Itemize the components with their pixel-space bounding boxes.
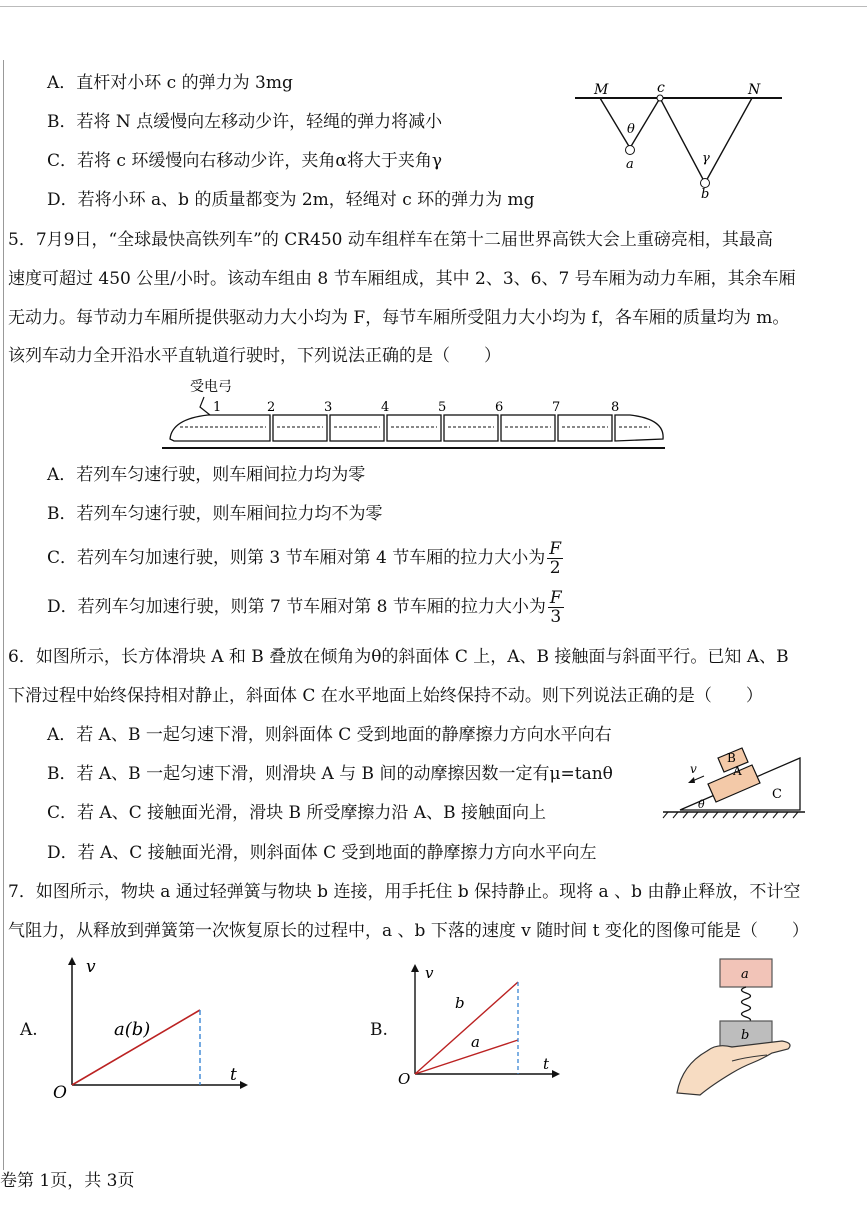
q5-option-c-text: C．若列车匀加速行驶，则第 3 节车厢对第 4 节车厢的拉力大小为: [47, 548, 546, 568]
q4-option-b: B．若将 N 点缓慢向左移动少许，轻绳的弹力将减小: [47, 112, 443, 132]
axis-v-label: v: [86, 957, 96, 977]
car-7-number: 7: [552, 400, 561, 415]
q5-option-d: [47, 589, 564, 626]
label-b: b: [701, 187, 710, 200]
label-M: M: [594, 82, 609, 98]
q5-option-d-text: D．若列车匀加速行驶，则第 7 节车厢对第 8 节车厢的拉力大小为: [47, 597, 546, 617]
fraction-f-over-2: $\frac{F}{2}$: [549, 539, 562, 578]
car-3-number: 3: [324, 400, 333, 415]
q6-option-c: C．若 A、C 接触面光滑，滑块 B 所受摩擦力沿 A、B 接触面向上: [47, 803, 546, 823]
line-b-label: b: [455, 994, 465, 1012]
car-6-number: 6: [495, 400, 504, 415]
label-a: a: [626, 157, 634, 172]
q5-option-b: B．若列车匀速行驶，则车厢间拉力均不为零: [47, 504, 383, 524]
block-B-label: B: [727, 751, 736, 765]
q6-option-a: A．若 A、B 一起匀速下滑，则斜面体 C 受到地面的静摩擦力方向水平向右: [47, 725, 612, 745]
q5-stem-line1: 5．7月9日，“全球最快高铁列车”的 CR450 动车组样车在第十二届世界高铁大会上重磅亮相，其最高: [8, 230, 773, 250]
q7-spring-hand-figure: [672, 955, 802, 1105]
block-b-label: b: [741, 1028, 750, 1043]
q6-option-b: B．若 A、B 一起匀速下滑，则滑块 A 与 B 间的动摩擦因数一定有μ=tanθ: [47, 764, 613, 784]
page-left-margin-line: [3, 60, 4, 1170]
q7-stem-line1: 7．如图所示，物块 a 通过轻弹簧与物块 b 连接，用手托住 b 保持静止。现将 a 、b 由静止释放，不计空: [8, 882, 801, 902]
axis-t-label: t: [543, 1055, 550, 1073]
q7-graph-b: [395, 962, 565, 1087]
q7-option-a-label: A.: [20, 1020, 38, 1040]
label-c: c: [657, 80, 665, 96]
origin-label: O: [53, 1083, 67, 1100]
q6-option-d: D．若 A、C 接触面光滑，则斜面体 C 受到地面的静摩擦力方向水平向左: [47, 843, 597, 863]
q5-train-figure: [160, 375, 670, 453]
wedge-C-label: C: [772, 787, 782, 802]
car-2-number: 2: [267, 400, 276, 415]
label-N: N: [748, 82, 761, 98]
fraction-f-over-3: $\frac{F}{3}$: [549, 588, 562, 627]
q5-option-c: [47, 540, 563, 577]
q6-stem-line2: 下滑过程中始终保持相对静止，斜面体 C 在水平地面上始终保持不动。则下列说法正确的是（ ）: [8, 686, 763, 706]
q4-rope-figure: [570, 78, 785, 200]
car-8-number: 8: [611, 400, 620, 415]
q4-option-a: A．直杆对小环 c 的弹力为 3mg: [47, 73, 293, 93]
angle-theta-label: θ: [698, 798, 705, 811]
q6-stem-line1: 6．如图所示，长方体滑块 A 和 B 叠放在倾角为θ的斜面体 C 上，A、B 接触面与斜面平行。已知 A、B: [8, 647, 789, 667]
car-5-number: 5: [438, 400, 447, 415]
q6-incline-figure: [660, 740, 810, 822]
line-ab-label: a(b): [114, 1019, 151, 1040]
velocity-label: v: [690, 762, 697, 776]
block-A-label: A: [733, 764, 742, 778]
page-top-border: [0, 0, 867, 7]
axis-v-label: v: [425, 964, 434, 982]
q7-option-b-label: B.: [370, 1020, 388, 1040]
q7-graph-a: [50, 955, 250, 1100]
q5-stem-line3: 无动力。每节动力车厢所提供驱动力大小均为 F，每节车厢所受阻力大小均为 f，各车厢的质量均为 m。: [8, 308, 790, 328]
axis-t-label: t: [230, 1065, 237, 1085]
car-1-number: 1: [213, 400, 222, 415]
origin-label: O: [398, 1070, 411, 1087]
q4-option-c: C．若将 c 环缓慢向右移动少许，夹角α将大于夹角γ: [47, 151, 442, 171]
block-a-label: a: [741, 967, 749, 982]
page-footer: 卷第 1页，共 3页: [0, 1171, 135, 1191]
q7-stem-line2: 气阻力，从释放到弹簧第一次恢复原长的过程中，a 、b 下落的速度 v 随时间 t 变化的图像可能是（ ）: [8, 921, 809, 941]
car-4-number: 4: [381, 400, 390, 415]
q5-option-a: A．若列车匀速行驶，则车厢间拉力均为零: [47, 465, 366, 485]
q4-option-d: D．若将小环 a、b 的质量都变为 2m，轻绳对 c 环的弹力为 mg: [47, 190, 535, 210]
label-gamma: γ: [702, 151, 710, 166]
pantograph-label: 受电弓: [190, 379, 232, 395]
label-theta: θ: [627, 122, 635, 137]
q5-stem-line4: 该列车动力全开沿水平直轨道行驶时，下列说法正确的是（ ）: [8, 346, 501, 366]
line-a-label: a: [471, 1033, 480, 1051]
q5-stem-line2: 速度可超过 450 公里/小时。该动车组由 8 节车厢组成，其中 2、3、6、7 号车厢为动力车厢，其余车厢: [8, 269, 796, 289]
